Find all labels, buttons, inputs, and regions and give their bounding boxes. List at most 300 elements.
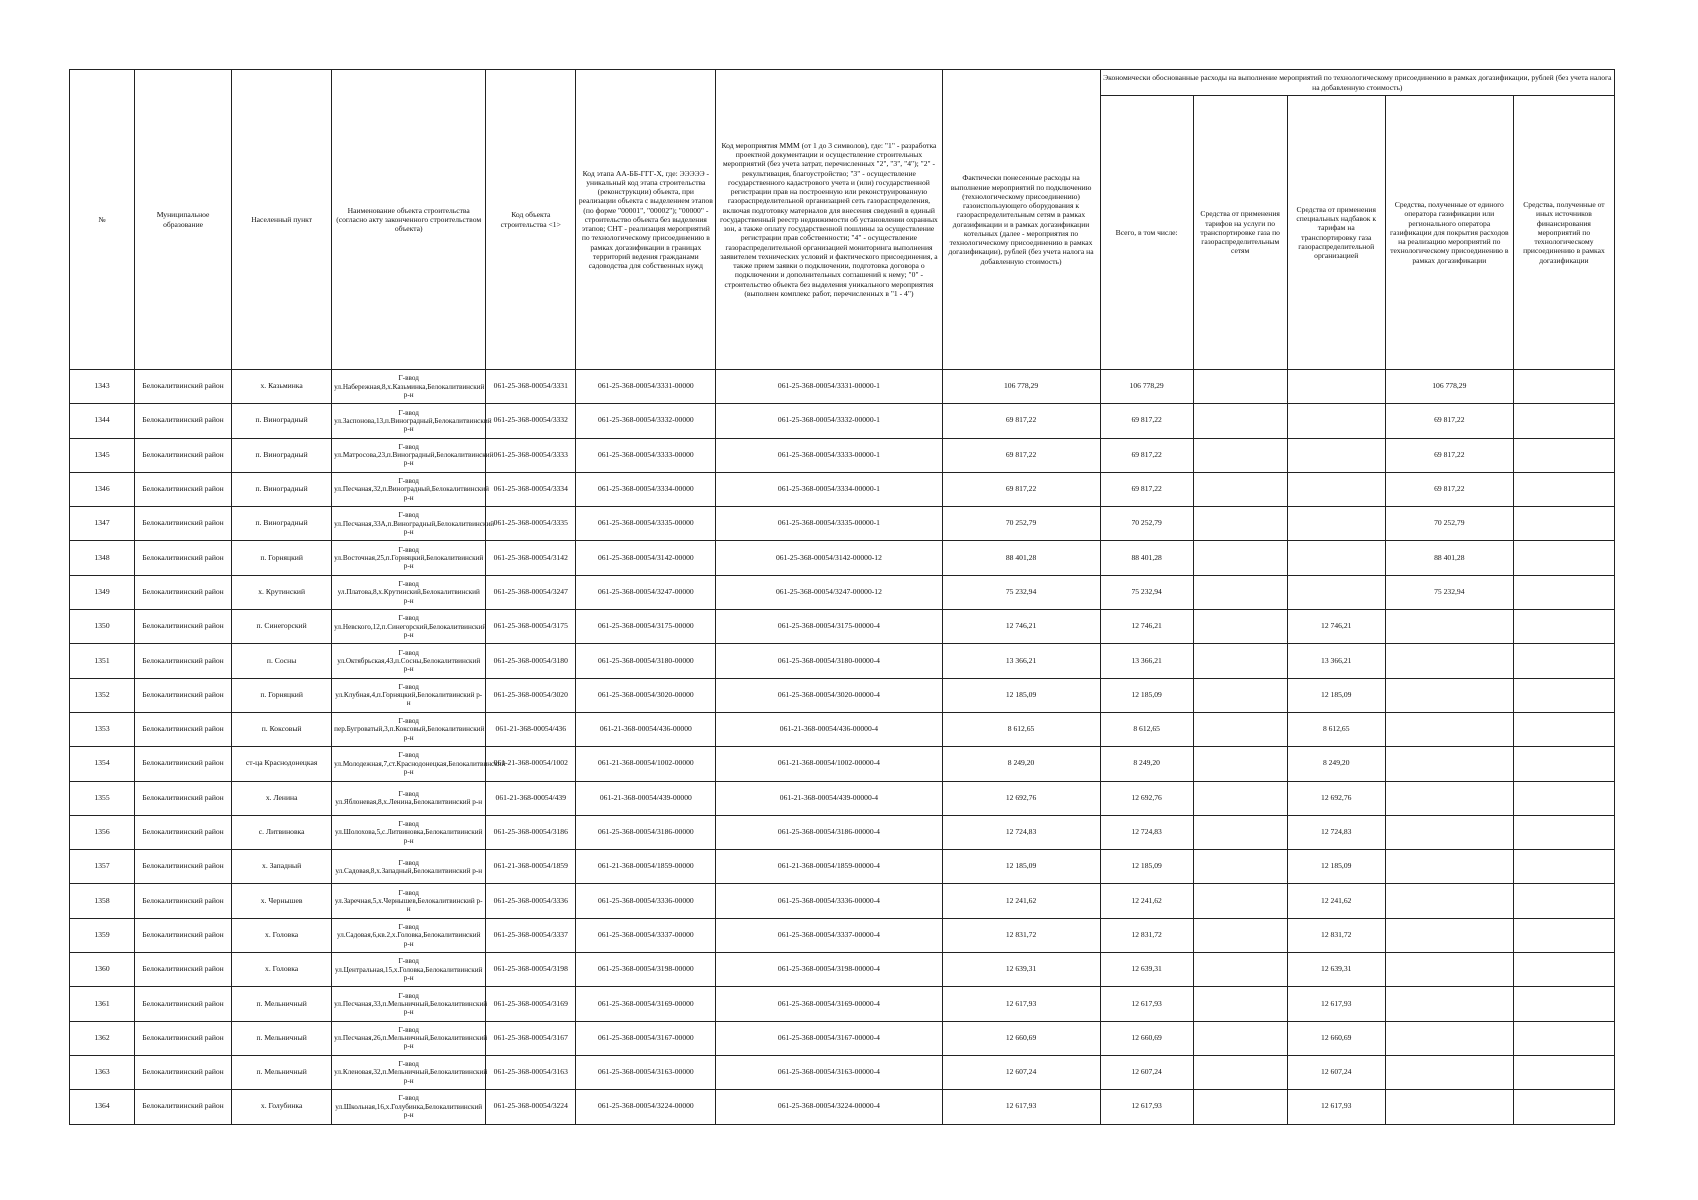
object-name-cell: Г-ввод ул.Шолохова,5,с.Литвиновка,Белокалитвинский р-н (332, 815, 486, 849)
table-row (70, 987, 1615, 1021)
object-name-cell: Г-ввод ул.Кленовая,32,п.Мельничный,Белокалитвинский р-н (332, 1055, 486, 1089)
operator-funds-cell: 69 817,22 (1385, 472, 1513, 506)
header-operator-funds: Средства, полученные от единого оператора газификации или регионального оператора газификации для покрытия расходов на реализацию мероприятий по технологическому присоединению в рамках догазификации (1385, 96, 1513, 370)
tariff-transport-cell (1193, 953, 1287, 987)
locality-cell: п. Мельничный (232, 987, 332, 1021)
operator-funds-cell (1385, 747, 1513, 781)
municipality-cell: Белокалитвинский район (135, 815, 232, 849)
tariff-transport-cell (1193, 850, 1287, 884)
locality-cell: х. Головка (232, 918, 332, 952)
stage-code-cell: 061-25-368-00054/3186-00000 (576, 815, 716, 849)
actual-costs-cell: 12 692,76 (942, 781, 1100, 815)
special-markup-cell (1287, 507, 1385, 541)
locality-cell: п. Мельничный (232, 1021, 332, 1055)
row-number-cell: 1346 (70, 472, 135, 506)
total-cell: 106 778,29 (1100, 370, 1193, 404)
special-markup-cell (1287, 541, 1385, 575)
municipality-cell: Белокалитвинский район (135, 747, 232, 781)
municipality-cell: Белокалитвинский район (135, 644, 232, 678)
other-sources-cell (1513, 1090, 1614, 1124)
event-code-cell: 061-25-368-00054/3334-00000-1 (716, 472, 942, 506)
operator-funds-cell (1385, 1090, 1513, 1124)
special-markup-cell (1287, 472, 1385, 506)
table-row (70, 781, 1615, 815)
special-markup-cell (1287, 370, 1385, 404)
object-code-cell: 061-21-368-00054/1859 (486, 850, 576, 884)
object-name-cell: Г-ввод ул.Садовая,8,х.Западный,Белокалитвинский р-н (332, 850, 486, 884)
row-number-cell: 1361 (70, 987, 135, 1021)
object-name-cell: Г-ввод ул.Клубная,4,п.Горняцкий,Белокалитвинский р-н (332, 678, 486, 712)
table-row (70, 747, 1615, 781)
other-sources-cell (1513, 918, 1614, 952)
object-name-cell: Г-ввод ул.Матросова,23,п.Виноградный,Белокалитвинский р-н (332, 438, 486, 472)
total-cell: 12 724,83 (1100, 815, 1193, 849)
table-body (70, 370, 1615, 1125)
object-code-cell: 061-25-368-00054/3247 (486, 575, 576, 609)
event-code-cell: 061-25-368-00054/3175-00000-4 (716, 610, 942, 644)
locality-cell: п. Горняцкий (232, 541, 332, 575)
object-code-cell: 061-25-368-00054/3198 (486, 953, 576, 987)
operator-funds-cell (1385, 1055, 1513, 1089)
total-cell: 12 185,09 (1100, 678, 1193, 712)
special-markup-cell: 12 724,83 (1287, 815, 1385, 849)
municipality-cell: Белокалитвинский район (135, 404, 232, 438)
actual-costs-cell: 88 401,28 (942, 541, 1100, 575)
row-number-cell: 1356 (70, 815, 135, 849)
object-code-cell: 061-25-368-00054/3335 (486, 507, 576, 541)
other-sources-cell (1513, 610, 1614, 644)
actual-costs-cell: 69 817,22 (942, 438, 1100, 472)
object-name-cell: Г-ввод ул.Набережная,8,х.Казьминка,Белокалитвинский р-н (332, 370, 486, 404)
operator-funds-cell (1385, 815, 1513, 849)
municipality-cell: Белокалитвинский район (135, 712, 232, 746)
object-name-cell: Г-ввод ул.Яблоневая,8,х.Ленина,Белокалитвинский р-н (332, 781, 486, 815)
actual-costs-cell: 8 612,65 (942, 712, 1100, 746)
other-sources-cell (1513, 1055, 1614, 1089)
object-code-cell: 061-25-368-00054/3224 (486, 1090, 576, 1124)
other-sources-cell (1513, 370, 1614, 404)
operator-funds-cell (1385, 610, 1513, 644)
stage-code-cell: 061-21-368-00054/439-00000 (576, 781, 716, 815)
special-markup-cell (1287, 438, 1385, 472)
object-code-cell: 061-25-368-00054/3333 (486, 438, 576, 472)
special-markup-cell: 12 607,24 (1287, 1055, 1385, 1089)
total-cell: 8 612,65 (1100, 712, 1193, 746)
event-code-cell: 061-25-368-00054/3331-00000-1 (716, 370, 942, 404)
total-cell: 13 366,21 (1100, 644, 1193, 678)
locality-cell: п. Виноградный (232, 507, 332, 541)
row-number-cell: 1347 (70, 507, 135, 541)
actual-costs-cell: 12 639,31 (942, 953, 1100, 987)
object-code-cell: 061-25-368-00054/3167 (486, 1021, 576, 1055)
operator-funds-cell: 69 817,22 (1385, 404, 1513, 438)
event-code-cell: 061-21-368-00054/436-00000-4 (716, 712, 942, 746)
total-cell: 69 817,22 (1100, 404, 1193, 438)
actual-costs-cell: 8 249,20 (942, 747, 1100, 781)
operator-funds-cell: 70 252,79 (1385, 507, 1513, 541)
object-name-cell: Г-ввод ул.Невского,12,п.Синегорский,Белокалитвинский р-н (332, 610, 486, 644)
operator-funds-cell (1385, 712, 1513, 746)
municipality-cell: Белокалитвинский район (135, 918, 232, 952)
event-code-cell: 061-25-368-00054/3337-00000-4 (716, 918, 942, 952)
object-name-cell: Г-ввод ул.Платова,8,х.Крутинский,Белокалитвинский р-н (332, 575, 486, 609)
other-sources-cell (1513, 1021, 1614, 1055)
tariff-transport-cell (1193, 747, 1287, 781)
locality-cell: ст-ца Краснодонецкая (232, 747, 332, 781)
stage-code-cell: 061-25-368-00054/3175-00000 (576, 610, 716, 644)
object-name-cell: Г-ввод ул.Садовая,6,кв.2,х.Головка,Белокалитвинский р-н (332, 918, 486, 952)
object-name-cell: Г-ввод ул.Молодежная,7,ст.Краснодонецкая,Белокалитвинский р-н (332, 747, 486, 781)
actual-costs-cell: 12 660,69 (942, 1021, 1100, 1055)
event-code-cell: 061-21-368-00054/439-00000-4 (716, 781, 942, 815)
table-row (70, 815, 1615, 849)
header-other-sources: Средства, полученные от иных источников финансирования мероприятий по технологическому присоединению в рамках догазификации (1513, 96, 1614, 370)
object-name-cell: Г-ввод ул.Школьная,16,х.Голубинка,Белокалитвинский р-н (332, 1090, 486, 1124)
stage-code-cell: 061-25-368-00054/3335-00000 (576, 507, 716, 541)
tariff-transport-cell (1193, 918, 1287, 952)
other-sources-cell (1513, 472, 1614, 506)
other-sources-cell (1513, 884, 1614, 918)
stage-code-cell: 061-25-368-00054/3163-00000 (576, 1055, 716, 1089)
locality-cell: х. Крутинский (232, 575, 332, 609)
actual-costs-cell: 69 817,22 (942, 404, 1100, 438)
other-sources-cell (1513, 575, 1614, 609)
municipality-cell: Белокалитвинский район (135, 438, 232, 472)
stage-code-cell: 061-21-368-00054/1002-00000 (576, 747, 716, 781)
actual-costs-cell: 12 724,83 (942, 815, 1100, 849)
tariff-transport-cell (1193, 575, 1287, 609)
other-sources-cell (1513, 541, 1614, 575)
tariff-transport-cell (1193, 370, 1287, 404)
event-code-cell: 061-25-368-00054/3020-00000-4 (716, 678, 942, 712)
total-cell: 12 639,31 (1100, 953, 1193, 987)
total-cell: 12 617,93 (1100, 1090, 1193, 1124)
stage-code-cell: 061-25-368-00054/3247-00000 (576, 575, 716, 609)
object-code-cell: 061-25-368-00054/3332 (486, 404, 576, 438)
row-number-cell: 1351 (70, 644, 135, 678)
municipality-cell: Белокалитвинский район (135, 541, 232, 575)
tariff-transport-cell (1193, 1090, 1287, 1124)
row-number-cell: 1352 (70, 678, 135, 712)
special-markup-cell: 12 617,93 (1287, 987, 1385, 1021)
object-name-cell: Г-ввод ул.Песчаная,33,п.Мельничный,Белокалитвинский р-н (332, 987, 486, 1021)
operator-funds-cell (1385, 781, 1513, 815)
operator-funds-cell: 106 778,29 (1385, 370, 1513, 404)
municipality-cell: Белокалитвинский район (135, 678, 232, 712)
other-sources-cell (1513, 507, 1614, 541)
header-actual-costs: Фактически понесенные расходы на выполнение мероприятий по подключению (технологическому присоединению) газоиспользующего оборудования к газораспределительным сетям в рамках догазификации и в рамках догазификации котельных (далее - мероприятия по технологическому присоединению в рамках догазификации), рублей (без учета налога на добавленную стоимость) (942, 70, 1100, 370)
object-code-cell: 061-25-368-00054/3331 (486, 370, 576, 404)
object-code-cell: 061-25-368-00054/3186 (486, 815, 576, 849)
header-object-name: Наименование объекта строительства (согласно акту законченного строительством объекта) (332, 70, 486, 370)
object-name-cell: Г-ввод ул.Восточная,25,п.Горняцкий,Белокалитвинский р-н (332, 541, 486, 575)
event-code-cell: 061-25-368-00054/3224-00000-4 (716, 1090, 942, 1124)
total-cell: 8 249,20 (1100, 747, 1193, 781)
object-code-cell: 061-21-368-00054/1002 (486, 747, 576, 781)
stage-code-cell: 061-25-368-00054/3332-00000 (576, 404, 716, 438)
row-number-cell: 1345 (70, 438, 135, 472)
total-cell: 88 401,28 (1100, 541, 1193, 575)
actual-costs-cell: 12 617,93 (942, 987, 1100, 1021)
other-sources-cell (1513, 712, 1614, 746)
table-row (70, 712, 1615, 746)
event-code-cell: 061-25-368-00054/3142-00000-12 (716, 541, 942, 575)
event-code-cell: 061-25-368-00054/3169-00000-4 (716, 987, 942, 1021)
special-markup-cell: 13 366,21 (1287, 644, 1385, 678)
table-row (70, 918, 1615, 952)
other-sources-cell (1513, 781, 1614, 815)
municipality-cell: Белокалитвинский район (135, 370, 232, 404)
row-number-cell: 1355 (70, 781, 135, 815)
municipality-cell: Белокалитвинский район (135, 507, 232, 541)
locality-cell: х. Ленина (232, 781, 332, 815)
stage-code-cell: 061-25-368-00054/3169-00000 (576, 987, 716, 1021)
special-markup-cell: 8 249,20 (1287, 747, 1385, 781)
actual-costs-cell: 12 746,21 (942, 610, 1100, 644)
row-number-cell: 1344 (70, 404, 135, 438)
locality-cell: п. Коксовый (232, 712, 332, 746)
municipality-cell: Белокалитвинский район (135, 472, 232, 506)
tariff-transport-cell (1193, 781, 1287, 815)
other-sources-cell (1513, 747, 1614, 781)
special-markup-cell: 12 639,31 (1287, 953, 1385, 987)
stage-code-cell: 061-25-368-00054/3224-00000 (576, 1090, 716, 1124)
locality-cell: х. Головка (232, 953, 332, 987)
event-code-cell: 061-25-368-00054/3186-00000-4 (716, 815, 942, 849)
total-cell: 12 831,72 (1100, 918, 1193, 952)
object-name-cell: Г-ввод пер.Бугроватый,3,п.Коксовый,Белокалитвинский р-н (332, 712, 486, 746)
operator-funds-cell (1385, 918, 1513, 952)
header-stage-code: Код этапа АА-ББ-ГГГ-Х, где: ЭЭЭЭЭ - уникальный код этапа строительства (реконструкции) объекта, при реализации объекта с выделением этапов (по форме "00001", "00002"); "00000" - строительство объекта без выделения этапов; СНТ - реализация мероприятий по технологическому присоединению в рамках догазификации в границах территорий ведения гражданами садоводства для собственных нужд (576, 70, 716, 370)
special-markup-cell: 12 185,09 (1287, 678, 1385, 712)
locality-cell: п. Сосны (232, 644, 332, 678)
actual-costs-cell: 75 232,94 (942, 575, 1100, 609)
row-number-cell: 1363 (70, 1055, 135, 1089)
special-markup-cell: 12 831,72 (1287, 918, 1385, 952)
event-code-cell: 061-25-368-00054/3335-00000-1 (716, 507, 942, 541)
table-row (70, 884, 1615, 918)
table-row (70, 541, 1615, 575)
tariff-transport-cell (1193, 610, 1287, 644)
total-cell: 12 692,76 (1100, 781, 1193, 815)
municipality-cell: Белокалитвинский район (135, 1090, 232, 1124)
other-sources-cell (1513, 678, 1614, 712)
table-row (70, 370, 1615, 404)
actual-costs-cell: 12 617,93 (942, 1090, 1100, 1124)
header-municipality: Муниципальное образование (135, 70, 232, 370)
table-row (70, 644, 1615, 678)
operator-funds-cell: 75 232,94 (1385, 575, 1513, 609)
object-code-cell: 061-25-368-00054/3175 (486, 610, 576, 644)
other-sources-cell (1513, 850, 1614, 884)
object-name-cell: Г-ввод ул.Октябрьская,43,п.Сосны,Белокалитвинский р-н (332, 644, 486, 678)
object-name-cell: Г-ввод ул.Песчаная,32,п.Виноградный,Белокалитвинский р-н (332, 472, 486, 506)
actual-costs-cell: 106 778,29 (942, 370, 1100, 404)
row-number-cell: 1349 (70, 575, 135, 609)
municipality-cell: Белокалитвинский район (135, 850, 232, 884)
table-row (70, 1090, 1615, 1124)
special-markup-cell (1287, 575, 1385, 609)
table-row (70, 610, 1615, 644)
event-code-cell: 061-25-368-00054/3198-00000-4 (716, 953, 942, 987)
event-code-cell: 061-21-368-00054/1002-00000-4 (716, 747, 942, 781)
other-sources-cell (1513, 815, 1614, 849)
header-economic-group: Экономически обоснованные расходы на выполнение мероприятий по технологическому присоединению в рамках догазификации, рублей (без учета налога на добавленную стоимость) (1100, 70, 1614, 96)
operator-funds-cell (1385, 678, 1513, 712)
object-code-cell: 061-25-368-00054/3337 (486, 918, 576, 952)
stage-code-cell: 061-25-368-00054/3331-00000 (576, 370, 716, 404)
row-number-cell: 1343 (70, 370, 135, 404)
tariff-transport-cell (1193, 507, 1287, 541)
object-name-cell: Г-ввод ул.Песчаная,26,п.Мельничный,Белокалитвинский р-н (332, 1021, 486, 1055)
stage-code-cell: 061-21-368-00054/436-00000 (576, 712, 716, 746)
operator-funds-cell (1385, 987, 1513, 1021)
row-number-cell: 1359 (70, 918, 135, 952)
actual-costs-cell: 12 185,09 (942, 850, 1100, 884)
event-code-cell: 061-25-368-00054/3333-00000-1 (716, 438, 942, 472)
table-header (70, 70, 1615, 370)
locality-cell: с. Литвиновка (232, 815, 332, 849)
municipality-cell: Белокалитвинский район (135, 1021, 232, 1055)
header-total: Всего, в том числе: (1100, 96, 1193, 370)
other-sources-cell (1513, 953, 1614, 987)
municipality-cell: Белокалитвинский район (135, 953, 232, 987)
header-no: № (70, 70, 135, 370)
special-markup-cell: 12 185,09 (1287, 850, 1385, 884)
object-code-cell: 061-25-368-00054/3334 (486, 472, 576, 506)
stage-code-cell: 061-25-368-00054/3333-00000 (576, 438, 716, 472)
tariff-transport-cell (1193, 987, 1287, 1021)
locality-cell: х. Казьминка (232, 370, 332, 404)
tariff-transport-cell (1193, 1055, 1287, 1089)
locality-cell: п. Виноградный (232, 472, 332, 506)
table-row (70, 575, 1615, 609)
operator-funds-cell (1385, 644, 1513, 678)
stage-code-cell: 061-25-368-00054/3336-00000 (576, 884, 716, 918)
header-tariff-transport: Средства от применения тарифов на услуги по транспортировке газа по газораспределительным сетям (1193, 96, 1287, 370)
other-sources-cell (1513, 987, 1614, 1021)
tariff-transport-cell (1193, 678, 1287, 712)
stage-code-cell: 061-25-368-00054/3020-00000 (576, 678, 716, 712)
total-cell: 12 607,24 (1100, 1055, 1193, 1089)
object-code-cell: 061-21-368-00054/436 (486, 712, 576, 746)
actual-costs-cell: 70 252,79 (942, 507, 1100, 541)
object-name-cell: Г-ввод ул.Заречная,5,х.Чернышев,Белокалитвинский р-н (332, 884, 486, 918)
object-code-cell: 061-25-368-00054/3163 (486, 1055, 576, 1089)
event-code-cell: 061-25-368-00054/3332-00000-1 (716, 404, 942, 438)
stage-code-cell: 061-25-368-00054/3180-00000 (576, 644, 716, 678)
municipality-cell: Белокалитвинский район (135, 987, 232, 1021)
total-cell: 12 660,69 (1100, 1021, 1193, 1055)
table-row (70, 438, 1615, 472)
event-code-cell: 061-25-368-00054/3336-00000-4 (716, 884, 942, 918)
actual-costs-cell: 69 817,22 (942, 472, 1100, 506)
tariff-transport-cell (1193, 541, 1287, 575)
tariff-transport-cell (1193, 712, 1287, 746)
actual-costs-cell: 12 607,24 (942, 1055, 1100, 1089)
operator-funds-cell (1385, 1021, 1513, 1055)
table-row (70, 1055, 1615, 1089)
object-name-cell: Г-ввод ул.Песчаная,33А,п.Виноградный,Белокалитвинский р-н (332, 507, 486, 541)
municipality-cell: Белокалитвинский район (135, 884, 232, 918)
tariff-transport-cell (1193, 472, 1287, 506)
actual-costs-cell: 12 241,62 (942, 884, 1100, 918)
actual-costs-cell: 12 831,72 (942, 918, 1100, 952)
locality-cell: п. Синегорский (232, 610, 332, 644)
stage-code-cell: 061-25-368-00054/3198-00000 (576, 953, 716, 987)
tariff-transport-cell (1193, 404, 1287, 438)
operator-funds-cell (1385, 884, 1513, 918)
row-number-cell: 1348 (70, 541, 135, 575)
object-code-cell: 061-21-368-00054/439 (486, 781, 576, 815)
table-row (70, 472, 1615, 506)
header-locality: Населенный пункт (232, 70, 332, 370)
row-number-cell: 1358 (70, 884, 135, 918)
special-markup-cell: 12 692,76 (1287, 781, 1385, 815)
event-code-cell: 061-25-368-00054/3247-00000-12 (716, 575, 942, 609)
row-number-cell: 1350 (70, 610, 135, 644)
total-cell: 69 817,22 (1100, 438, 1193, 472)
report-sheet (69, 69, 1615, 1125)
stage-code-cell: 061-25-368-00054/3334-00000 (576, 472, 716, 506)
special-markup-cell: 12 617,93 (1287, 1090, 1385, 1124)
object-code-cell: 061-25-368-00054/3142 (486, 541, 576, 575)
total-cell: 70 252,79 (1100, 507, 1193, 541)
object-name-cell: Г-ввод ул.Заспонова,13,п.Виноградный,Белокалитвинский р-н (332, 404, 486, 438)
object-code-cell: 061-25-368-00054/3020 (486, 678, 576, 712)
actual-costs-cell: 13 366,21 (942, 644, 1100, 678)
tariff-transport-cell (1193, 438, 1287, 472)
special-markup-cell: 12 241,62 (1287, 884, 1385, 918)
row-number-cell: 1362 (70, 1021, 135, 1055)
operator-funds-cell (1385, 953, 1513, 987)
object-code-cell: 061-25-368-00054/3169 (486, 987, 576, 1021)
event-code-cell: 061-21-368-00054/1859-00000-4 (716, 850, 942, 884)
other-sources-cell (1513, 644, 1614, 678)
locality-cell: х. Голубинка (232, 1090, 332, 1124)
total-cell: 12 185,09 (1100, 850, 1193, 884)
table-row (70, 678, 1615, 712)
event-code-cell: 061-25-368-00054/3180-00000-4 (716, 644, 942, 678)
locality-cell: х. Западный (232, 850, 332, 884)
locality-cell: п. Виноградный (232, 404, 332, 438)
special-markup-cell (1287, 404, 1385, 438)
municipality-cell: Белокалитвинский район (135, 575, 232, 609)
locality-cell: п. Виноградный (232, 438, 332, 472)
row-number-cell: 1364 (70, 1090, 135, 1124)
operator-funds-cell: 88 401,28 (1385, 541, 1513, 575)
locality-cell: х. Чернышев (232, 884, 332, 918)
object-name-cell: Г-ввод ул.Центральная,15,х.Головка,Белокалитвинский р-н (332, 953, 486, 987)
header-special-markup: Средства от применения специальных надбавок к тарифам на транспортировку газа газораспределительной организацией (1287, 96, 1385, 370)
other-sources-cell (1513, 438, 1614, 472)
header-object-code: Код объекта строительства <1> (486, 70, 576, 370)
operator-funds-cell (1385, 850, 1513, 884)
tariff-transport-cell (1193, 884, 1287, 918)
row-number-cell: 1360 (70, 953, 135, 987)
event-code-cell: 061-25-368-00054/3167-00000-4 (716, 1021, 942, 1055)
stage-code-cell: 061-21-368-00054/1859-00000 (576, 850, 716, 884)
total-cell: 12 617,93 (1100, 987, 1193, 1021)
special-markup-cell: 12 746,21 (1287, 610, 1385, 644)
municipality-cell: Белокалитвинский район (135, 610, 232, 644)
actual-costs-cell: 12 185,09 (942, 678, 1100, 712)
stage-code-cell: 061-25-368-00054/3337-00000 (576, 918, 716, 952)
total-cell: 12 241,62 (1100, 884, 1193, 918)
special-markup-cell: 8 612,65 (1287, 712, 1385, 746)
tariff-transport-cell (1193, 644, 1287, 678)
gasification-costs-table (69, 69, 1615, 1125)
